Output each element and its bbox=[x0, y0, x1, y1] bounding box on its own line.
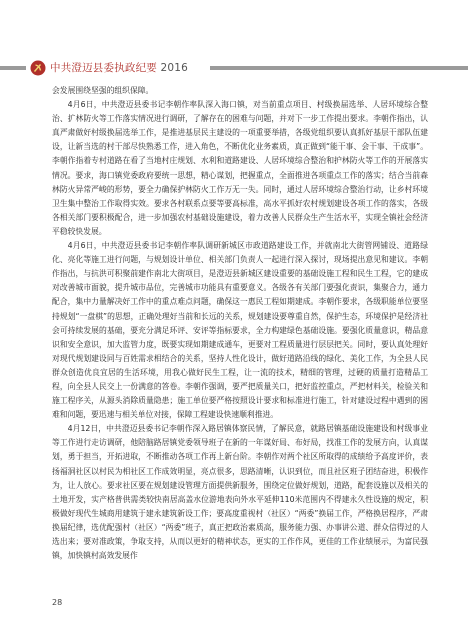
party-emblem-icon bbox=[30, 60, 46, 76]
header-title bbox=[50, 61, 188, 75]
paragraph: 4月6日，中共澄迈县委书记李朝作率队深入海口镇，对当前重点项目、村级换届选举、人居环境综合整治、扩林防火等工作落实情况进行调研，了解存在的困难与问题，并对下一步工作提出要求。李朝作指出，认真严肃做好村级换届选举工作，是推进基层民主建设的一项重要举措，各级党组织要认真抓好基层干部队伍建设，让新当选的村干部尽快熟悉工作，进入角色，不断优化业务素质，真正做到“能干事、会干事、干成事”。李朝作指着专村道路在看了当地村庄规划、水利和道路建设、人居环境综合整治和护林防火等工作的开展落实情况。要求，海口镇党委政府要统一思想，精心谋划，把握重点，全面推进各项重点工作的落实；结合当前森林防火异常严峻的形势，要全力确保护林防火工作万无一失。同时，通过人居环境综合整治行动，让乡村环境卫生集中整治工作取得实效。要求各村联系点要等要高标准，高水平抓好农村规划建设各项工作的落实，各级各相关部门要积极配合，进一步加强农村基础设施建设，着力改善人民群众生产生活水平，实现全镇社会经济平稳较快发展。 bbox=[52, 100, 428, 236]
page-number: 28 bbox=[52, 598, 63, 607]
header-title-year: 2016 bbox=[157, 62, 189, 74]
paragraph: 4月6日，中共澄迈县委书记李朝作率队调研新城区市政道路建设工作，并就南北大街管网铺设、道路绿化、亮化等施工进行问题，与规划设计单位、相关部门负责人一起进行深入探讨，现场提出意见和建议。李朝作指出，与抗洪可积聚前建作南北大街项目，是澄迈县新城区建设重要的基础设施工程和民生工程，它的建成对改善城市面貌，提升城市品位，完善城市功能具有重要意义。各级各有关部门要强化责识，集聚合力，通力配合，集中力量解决好工作中的重点难点问题，确保这一惠民工程如期建成。李朝作要求，各级职能单位要坚持规划“一盘棋”的思想，正确处理好当前和长远的关系，规划建设要尊重自然，保护生态，环境保护是经济社会可持续发展的基础，要充分满足环评、安评等指标要求，全力构建绿色基础设施。要强化质量意识，精品意识和安全意识，加大监管力度，既要实现如期建成通车，更要对工程质量进行层层把关。同时，要认真处理好对现代规划建设同与百姓需求相结合的关系，坚持人性化设计，做好道路沿线的绿化、美化工作，为全县人民群众创造优良宜居的生活环境，用我心做好民生工程，让一流的技术，精细的管理，过硬的质量打造精品工程，向全县人民交上一份满意的答卷。李朝作强调，要严把质量关口，把好监控重点，严把材料关，检验关和施工程序关，从源头消除质量隐患；施工单位要严格按照设计要求和标准进行施工，针对建设过程中遇到的困难和问题，要迅速与相关单位对接，保障工程建设快速顺利推进。 bbox=[52, 241, 428, 420]
paragraph: 4月12日，中共澄迈县委书记李朝作深入路居镇体察民情，了解民意，就路居镇基础设施建设和村级事业等工作进行走访调研，他陪脑路居镇党委领导班子在新的一年谋好局、布好局，找准工作的发展方向，认真谋划，勇于担当，开拓进取，不断推动各项工作再上新台阶。李朝作对两个社区所取得的成绩给予高度评价，表扬福洞社区以村民为相社区工作成效明显，亮点很多，思路清晰，认识到位，而且社区班子团结奋进，积极作为，让人放心。要求社区要在规划建设管理方面提供新服务，围绕定位做好规划，道路，配套设施以及相关的土地开发，实产格普供需类较快南居高盖水位游地表向外水平延伸110米范围内不得建永久性设施的规定，积极做好现代生城商用建筑于建永建筑新设工作；要高度重视村（社区）“两委”换届工作，严格换居程序，严肃换届纪律，选优配强村（社区）“两委”班子，真正把政治素质高，服务能力强、办事讲公道、群众信得过的人选出来；要对准政策，争取支持，从而以更好的精神状态，更实的工作作风，更佳的工作业绩展示，为富民强镇，加快镇村高效发展作 bbox=[52, 424, 428, 561]
article-body bbox=[52, 84, 428, 563]
header-rule-left bbox=[0, 66, 26, 70]
header-title-text: 中共澄迈县委执政纪要 bbox=[50, 62, 157, 74]
paragraph: 会发展围绕坚强的组织保障。 bbox=[52, 86, 154, 95]
header-rule-right bbox=[210, 66, 468, 70]
page-header bbox=[0, 60, 468, 76]
